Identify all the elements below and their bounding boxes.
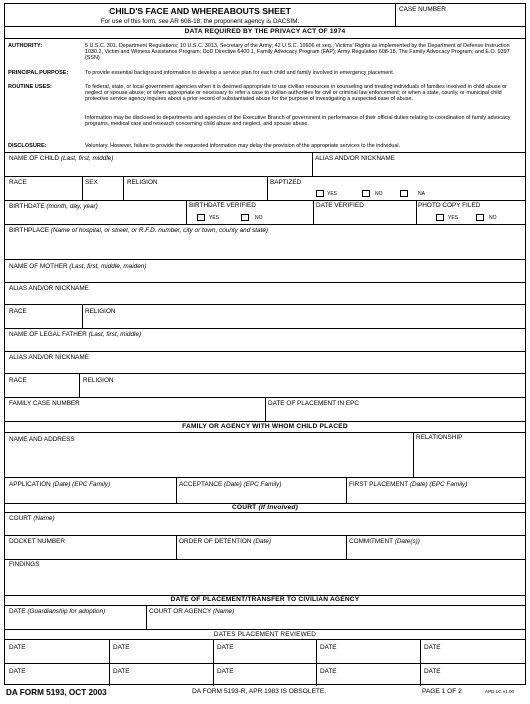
first-placement-label: FIRST PLACEMENT (Date) (EPC Family) (349, 481, 468, 488)
birthdate-verified-label: BIRTHDATE VERIFIED (189, 202, 256, 209)
application-label: APPLICATION (Date) (EPC Family) (9, 481, 111, 488)
baptized-yes-label: YES (327, 191, 338, 197)
review-date-field[interactable] (111, 651, 209, 661)
review-date-field[interactable] (318, 675, 416, 685)
child-sex-label: SEX (85, 179, 98, 186)
photo-no-label: NO (489, 215, 497, 221)
privacy-heading: DATA REQUIRED BY THE PRIVACY ACT OF 1974 (184, 28, 346, 35)
obsolete-notice: DA FORM 5193-R, APR 1983 IS OBSOLETE. (192, 688, 327, 695)
agency-heading: FAMILY OR AGENCY WITH WHOM CHILD PLACED (182, 423, 348, 430)
review-date-label: DATE (217, 644, 234, 651)
case-number-field[interactable] (396, 13, 525, 25)
purpose-label: PRINCIPAL PURPOSE: (8, 70, 69, 76)
form-number: DA FORM 5193, OCT 2003 (6, 688, 107, 697)
routine-uses-text-2: Information may be disclosed to departments and agencies of the Executive Branch of government in performance of their official duties relating to coordination of family advocacy programs, medical care and research concerning child abuse and neglect, and spouse abuse. (85, 115, 511, 128)
court-name-field[interactable] (7, 523, 525, 533)
form-subtitle: For use of this form, see AR 608-18; the proponent agency is OACSIM. (100, 18, 300, 25)
baptized-na-label: NA (418, 191, 425, 197)
birthdate-verified-yes-checkbox[interactable] (197, 214, 205, 221)
routine-uses-text-1: To federal, state, or local government agencies when it is deemed appropriate to use civilian resources in counseling and treating individuals of families involved in child abuse or neglect or spouse abuse; or when appropriate or necessary to refer a case to civilian authorities for civil or criminal law enforcement; or when a state, county, or municipal child protective service agency inquires about a prior record of substantiated abuse for the purpose of investigating a suspected case of abuse. (85, 84, 507, 103)
child-religion-label: RELIGION (127, 179, 158, 186)
version-label: APD LC v1.00 (485, 689, 515, 694)
findings-label: FINDINGS (9, 561, 40, 568)
review-date-label: DATE (217, 668, 234, 675)
birthdate-label: BIRTHDATE (month, day, year) (9, 203, 98, 210)
photo-yes-label: YES (448, 215, 459, 221)
child-alias-label: ALIAS AND/OR NICKNAME (315, 155, 395, 162)
review-date-label: DATE (424, 668, 441, 675)
father-race-label: RACE (9, 377, 27, 384)
child-race-label: RACE (9, 179, 27, 186)
father-name-label: NAME OF LEGAL FATHER (Last, first, middle) (9, 331, 142, 338)
review-date-label: DATE (320, 668, 337, 675)
father-alias-field[interactable] (7, 362, 525, 372)
child-name-field[interactable] (7, 164, 311, 176)
father-alias-label: ALIAS AND/OR NICKNAME (9, 354, 89, 361)
disclosure-text: Voluntary. However, failure to provide the requested information may delay the provision of the appropriate services to the individual. (85, 143, 401, 149)
birthdate-verified-no-checkbox[interactable] (241, 214, 249, 221)
mother-religion-label: RELIGION (85, 308, 116, 315)
photo-yes-checkbox[interactable] (436, 214, 444, 221)
mother-name-field[interactable] (7, 271, 525, 281)
review-date-label: DATE (424, 644, 441, 651)
photo-no-checkbox[interactable] (476, 214, 484, 221)
findings-field[interactable] (7, 570, 525, 594)
form-title: CHILD'S FACE AND WHEREABOUTS SHEET (109, 6, 291, 16)
routine-uses-label: ROUTINE USES: (8, 84, 52, 90)
baptized-na-checkbox[interactable] (400, 190, 408, 197)
name-address-field[interactable] (7, 445, 411, 475)
form-frame (4, 3, 526, 685)
family-case-number-label: FAMILY CASE NUMBER (9, 400, 80, 407)
date-verified-label: DATE VERIFIED (316, 202, 364, 209)
name-address-label: NAME AND ADDRESS (9, 436, 75, 443)
page-number: PAGE 1 OF 2 (422, 688, 462, 695)
birthdate-verified-yes-label: YES (209, 215, 220, 221)
baptized-no-label: NO (375, 191, 383, 197)
birthplace-field[interactable] (7, 236, 525, 258)
baptized-label: BAPTIZED (270, 179, 302, 186)
authority-text: 5 U.S.C. 301, Department Regulations; 10 U.S.C. 3013, Secretary of the Army; 42 U.S.C. 10606 et seq.; Victims' Rights as implemented by the Department of Defense Instruction 1030.2, Victim and Witness Assistance Program; DoD Directive 6400.1, Family Advocacy Program (FAP); Army Regulation 608-18, The Family Advocacy Program; and E.O. 9397 (SSN) (85, 43, 510, 62)
father-name-field[interactable] (7, 339, 525, 349)
review-date-label: DATE (113, 644, 130, 651)
baptized-no-checkbox[interactable] (362, 190, 370, 197)
relationship-label: RELATIONSHIP (416, 434, 463, 441)
placement-date-label: DATE OF PLACEMENT IN EPC (268, 400, 360, 407)
authority-label: AUTHORITY: (8, 43, 43, 49)
transfer-date-label: DATE (Guardianship for adoption) (9, 608, 106, 615)
child-name-label: NAME OF CHILD (Last, first, middle) (9, 155, 114, 162)
court-name-label: COURT (Name) (9, 515, 55, 522)
review-date-label: DATE (9, 644, 26, 651)
mother-race-label: RACE (9, 308, 27, 315)
review-date-label: DATE (320, 644, 337, 651)
birthplace-label: BIRTHPLACE (Name of hospital, or street, or R.F.D. number, city or town, county and state) (9, 227, 269, 234)
purpose-text: To provide essential background information to develop a service plan for each child and family involved in emergency placement. (85, 70, 395, 76)
court-or-agency-label: COURT OR AGENCY (Name) (149, 608, 235, 615)
court-heading: COURT (If Involved) (231, 504, 299, 511)
mother-alias-field[interactable] (7, 293, 525, 303)
review-date-field[interactable] (7, 651, 105, 661)
review-date-label: DATE (9, 668, 26, 675)
photo-copy-filed-label: PHOTO COPY FILED (418, 202, 481, 209)
order-of-detention-label: ORDER OF DETENTION (Date) (179, 538, 271, 545)
review-date-field[interactable] (215, 651, 313, 661)
reviewed-heading: DATES PLACEMENT REVIEWED (213, 631, 317, 638)
acceptance-label: ACCEPTANCE (Date) (EPC Family) (179, 481, 282, 488)
review-date-field[interactable] (111, 675, 209, 685)
child-alias-field[interactable] (314, 164, 525, 176)
birthdate-verified-no-label: NO (255, 215, 263, 221)
mother-alias-label: ALIAS AND/OR NICKNAME (9, 285, 89, 292)
mother-name-label: NAME OF MOTHER (Last, first, middle, maiden) (9, 263, 147, 270)
review-date-field[interactable] (318, 651, 416, 661)
review-date-label: DATE (113, 668, 130, 675)
case-number-label: CASE NUMBER (399, 6, 446, 13)
baptized-yes-checkbox[interactable] (316, 190, 324, 197)
review-date-field[interactable] (422, 675, 520, 685)
disclosure-label: DISCLOSURE: (8, 143, 47, 149)
review-date-field[interactable] (7, 675, 105, 685)
transfer-heading: DATE OF PLACEMENT/TRANSFER TO CIVILIAN AGENCY (170, 596, 360, 603)
docket-number-label: DOCKET NUMBER (9, 538, 65, 545)
commitment-label: COMMITMENT (Date(s)) (349, 538, 420, 545)
father-religion-label: RELIGION (83, 377, 114, 384)
review-date-field[interactable] (215, 675, 313, 685)
review-date-field[interactable] (422, 651, 520, 661)
